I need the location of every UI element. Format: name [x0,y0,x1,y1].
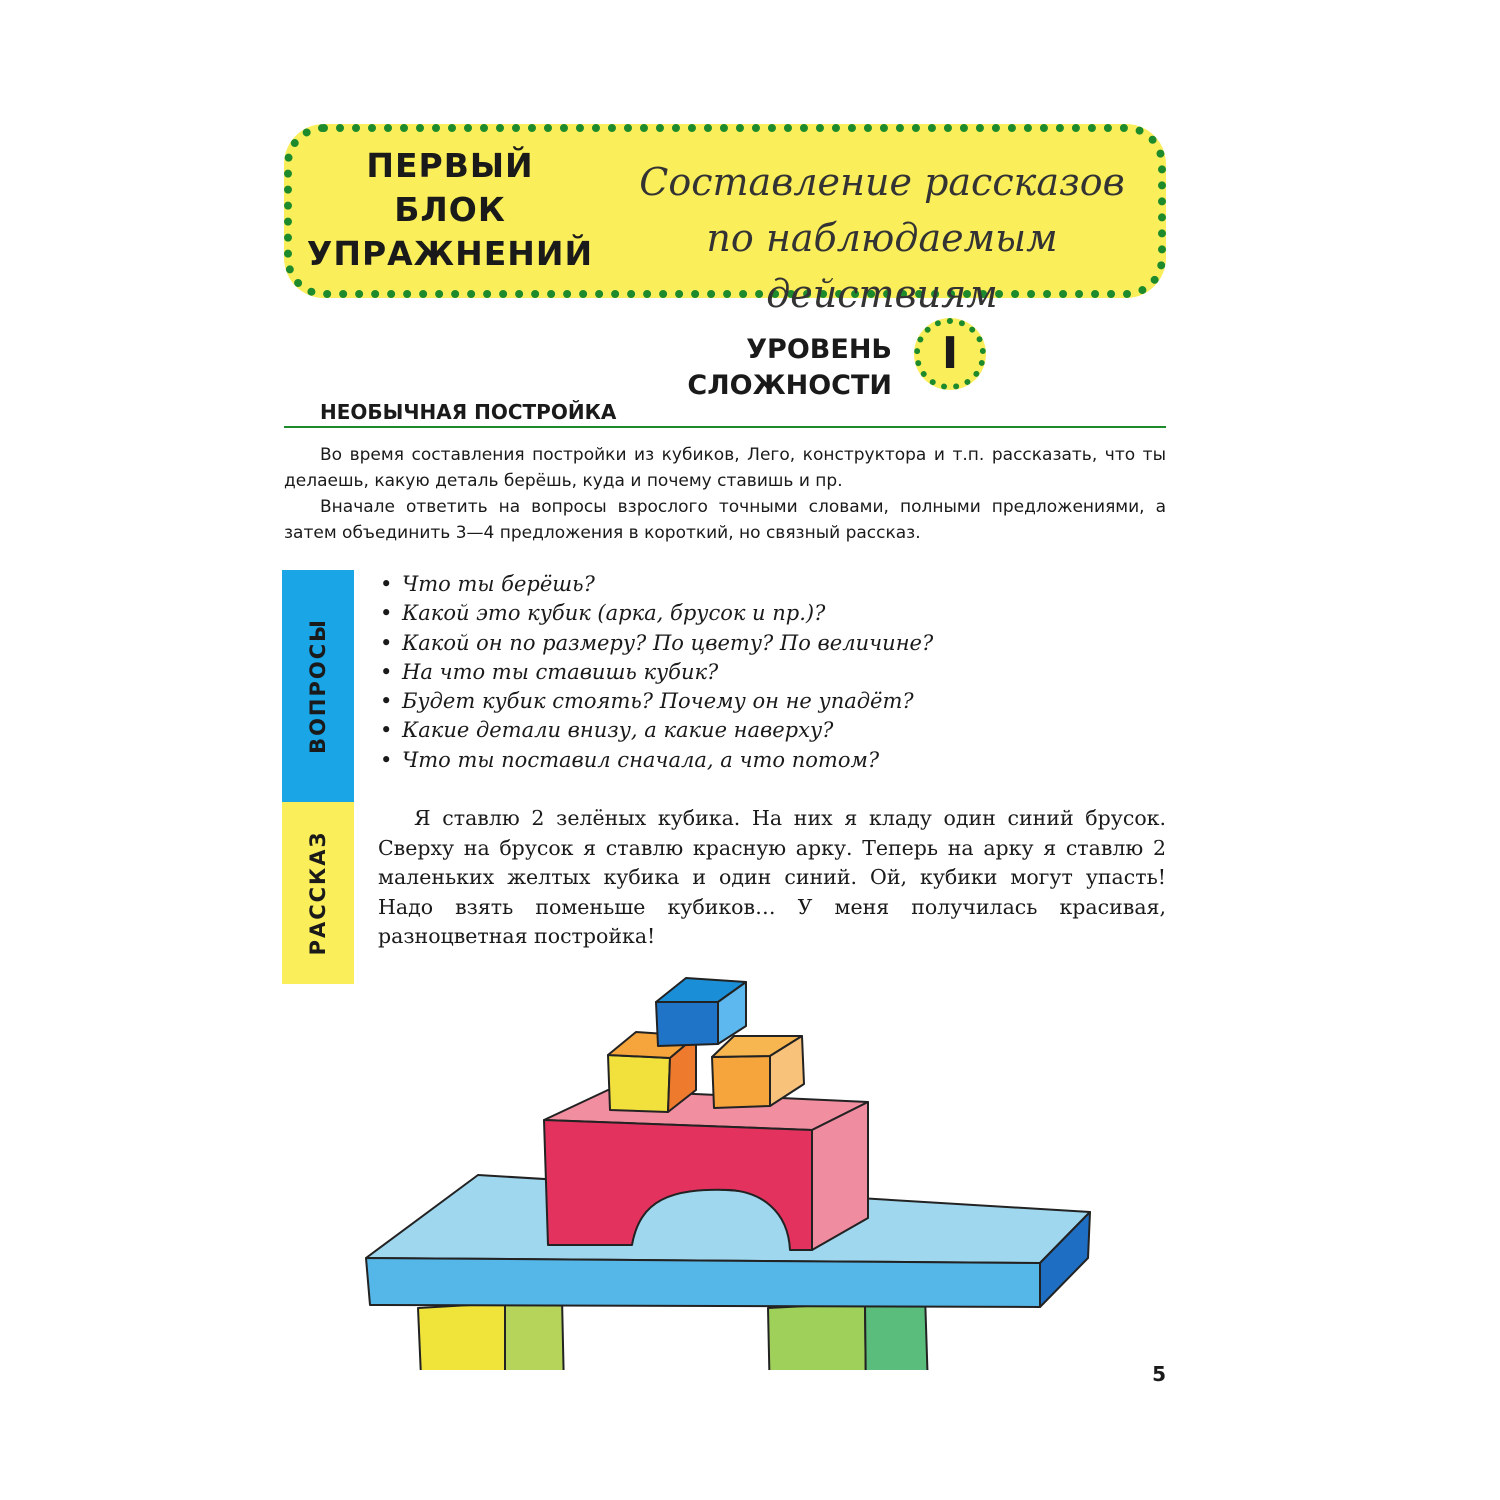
story-tab [282,802,354,984]
bullet-icon: • [380,572,393,596]
difficulty-label: УРОВЕНЬ СЛОЖНОСТИ [687,334,892,401]
page-number: 5 [1152,1362,1166,1386]
story-tab-label: РАССКАЗ [306,830,330,956]
block-title [300,144,600,276]
questions-tab [282,570,354,802]
bullet-icon: • [380,747,393,772]
section-title: НЕОБЫЧНАЯ ПОСТРОЙКА [320,400,617,424]
bullet-icon: • [380,630,393,655]
block-building-illustration [350,960,1110,1370]
blue-board-front [366,1258,1040,1307]
bullet-icon: • [380,601,393,626]
orange-cube-front [712,1056,770,1108]
question-text: Какой это кубик (арка, брусок и пр.)? [402,601,826,626]
list-item [380,716,1160,745]
list-item [380,570,1160,599]
block-title-line: ПЕРВЫЙ [366,146,534,185]
list-item [380,658,1160,687]
questions-tab-label: ВОПРОСЫ [306,618,330,754]
list-item [380,687,1160,716]
green-cube-left [418,1303,505,1370]
green-cube-right [768,1303,866,1370]
block-subtitle-line: Составление рассказов [639,160,1125,204]
intro-paragraph: Во время составления постройки из кубиков, Лего, конструктора и т.п. рассказать, что ты делаешь, какую деталь берёшь, куда и почему ставишь и пр. [284,445,1166,491]
question-text: На что ты ставишь кубик? [402,659,719,684]
bullet-icon: • [380,718,393,743]
block-title-line: УПРАЖНЕНИЙ [306,234,594,273]
question-text: Будет кубик стоять? Почему он не упадёт? [402,689,914,714]
difficulty-badge: I [914,318,986,390]
block-title-line: БЛОК [394,190,506,229]
intro-text [284,442,1166,546]
question-text: Какие детали внизу, а какие наверху? [402,718,834,743]
list-item [380,629,1160,658]
blue-cube-front [656,1002,718,1046]
section-divider [284,426,1166,428]
question-text: Какой он по размеру? По цвету? По величине? [402,630,934,655]
block-subtitle-line: по наблюдаемым действиям [706,216,1058,316]
list-item [380,599,1160,628]
question-text: Что ты поставил сначала, а что потом? [402,747,880,772]
block-subtitle [612,154,1152,322]
list-item [380,746,1160,775]
intro-paragraph: Вначале ответить на вопросы взрослого точными словами, полными предложениями, а затем объединить 3—4 предложения в короткий, но связный рассказ. [284,497,1166,543]
questions-list [380,570,1160,775]
yellow-cube-front [608,1055,670,1112]
question-text: Что ты берёшь? [402,572,595,596]
bullet-icon: • [380,689,393,714]
story-text: Я ставлю 2 зелёных кубика. На них я кладу один синий брусок. Сверху на брусок я ставлю красную арку. Теперь на арку я ставлю 2 маленьких желтых кубика и один синий. Ой, кубики могут упасть! Надо взять поменьше кубиков… У меня получилась красивая, разноцветная постройка! [378,806,1166,948]
bullet-icon: • [380,659,393,684]
green-cube-left-side [505,1298,564,1370]
